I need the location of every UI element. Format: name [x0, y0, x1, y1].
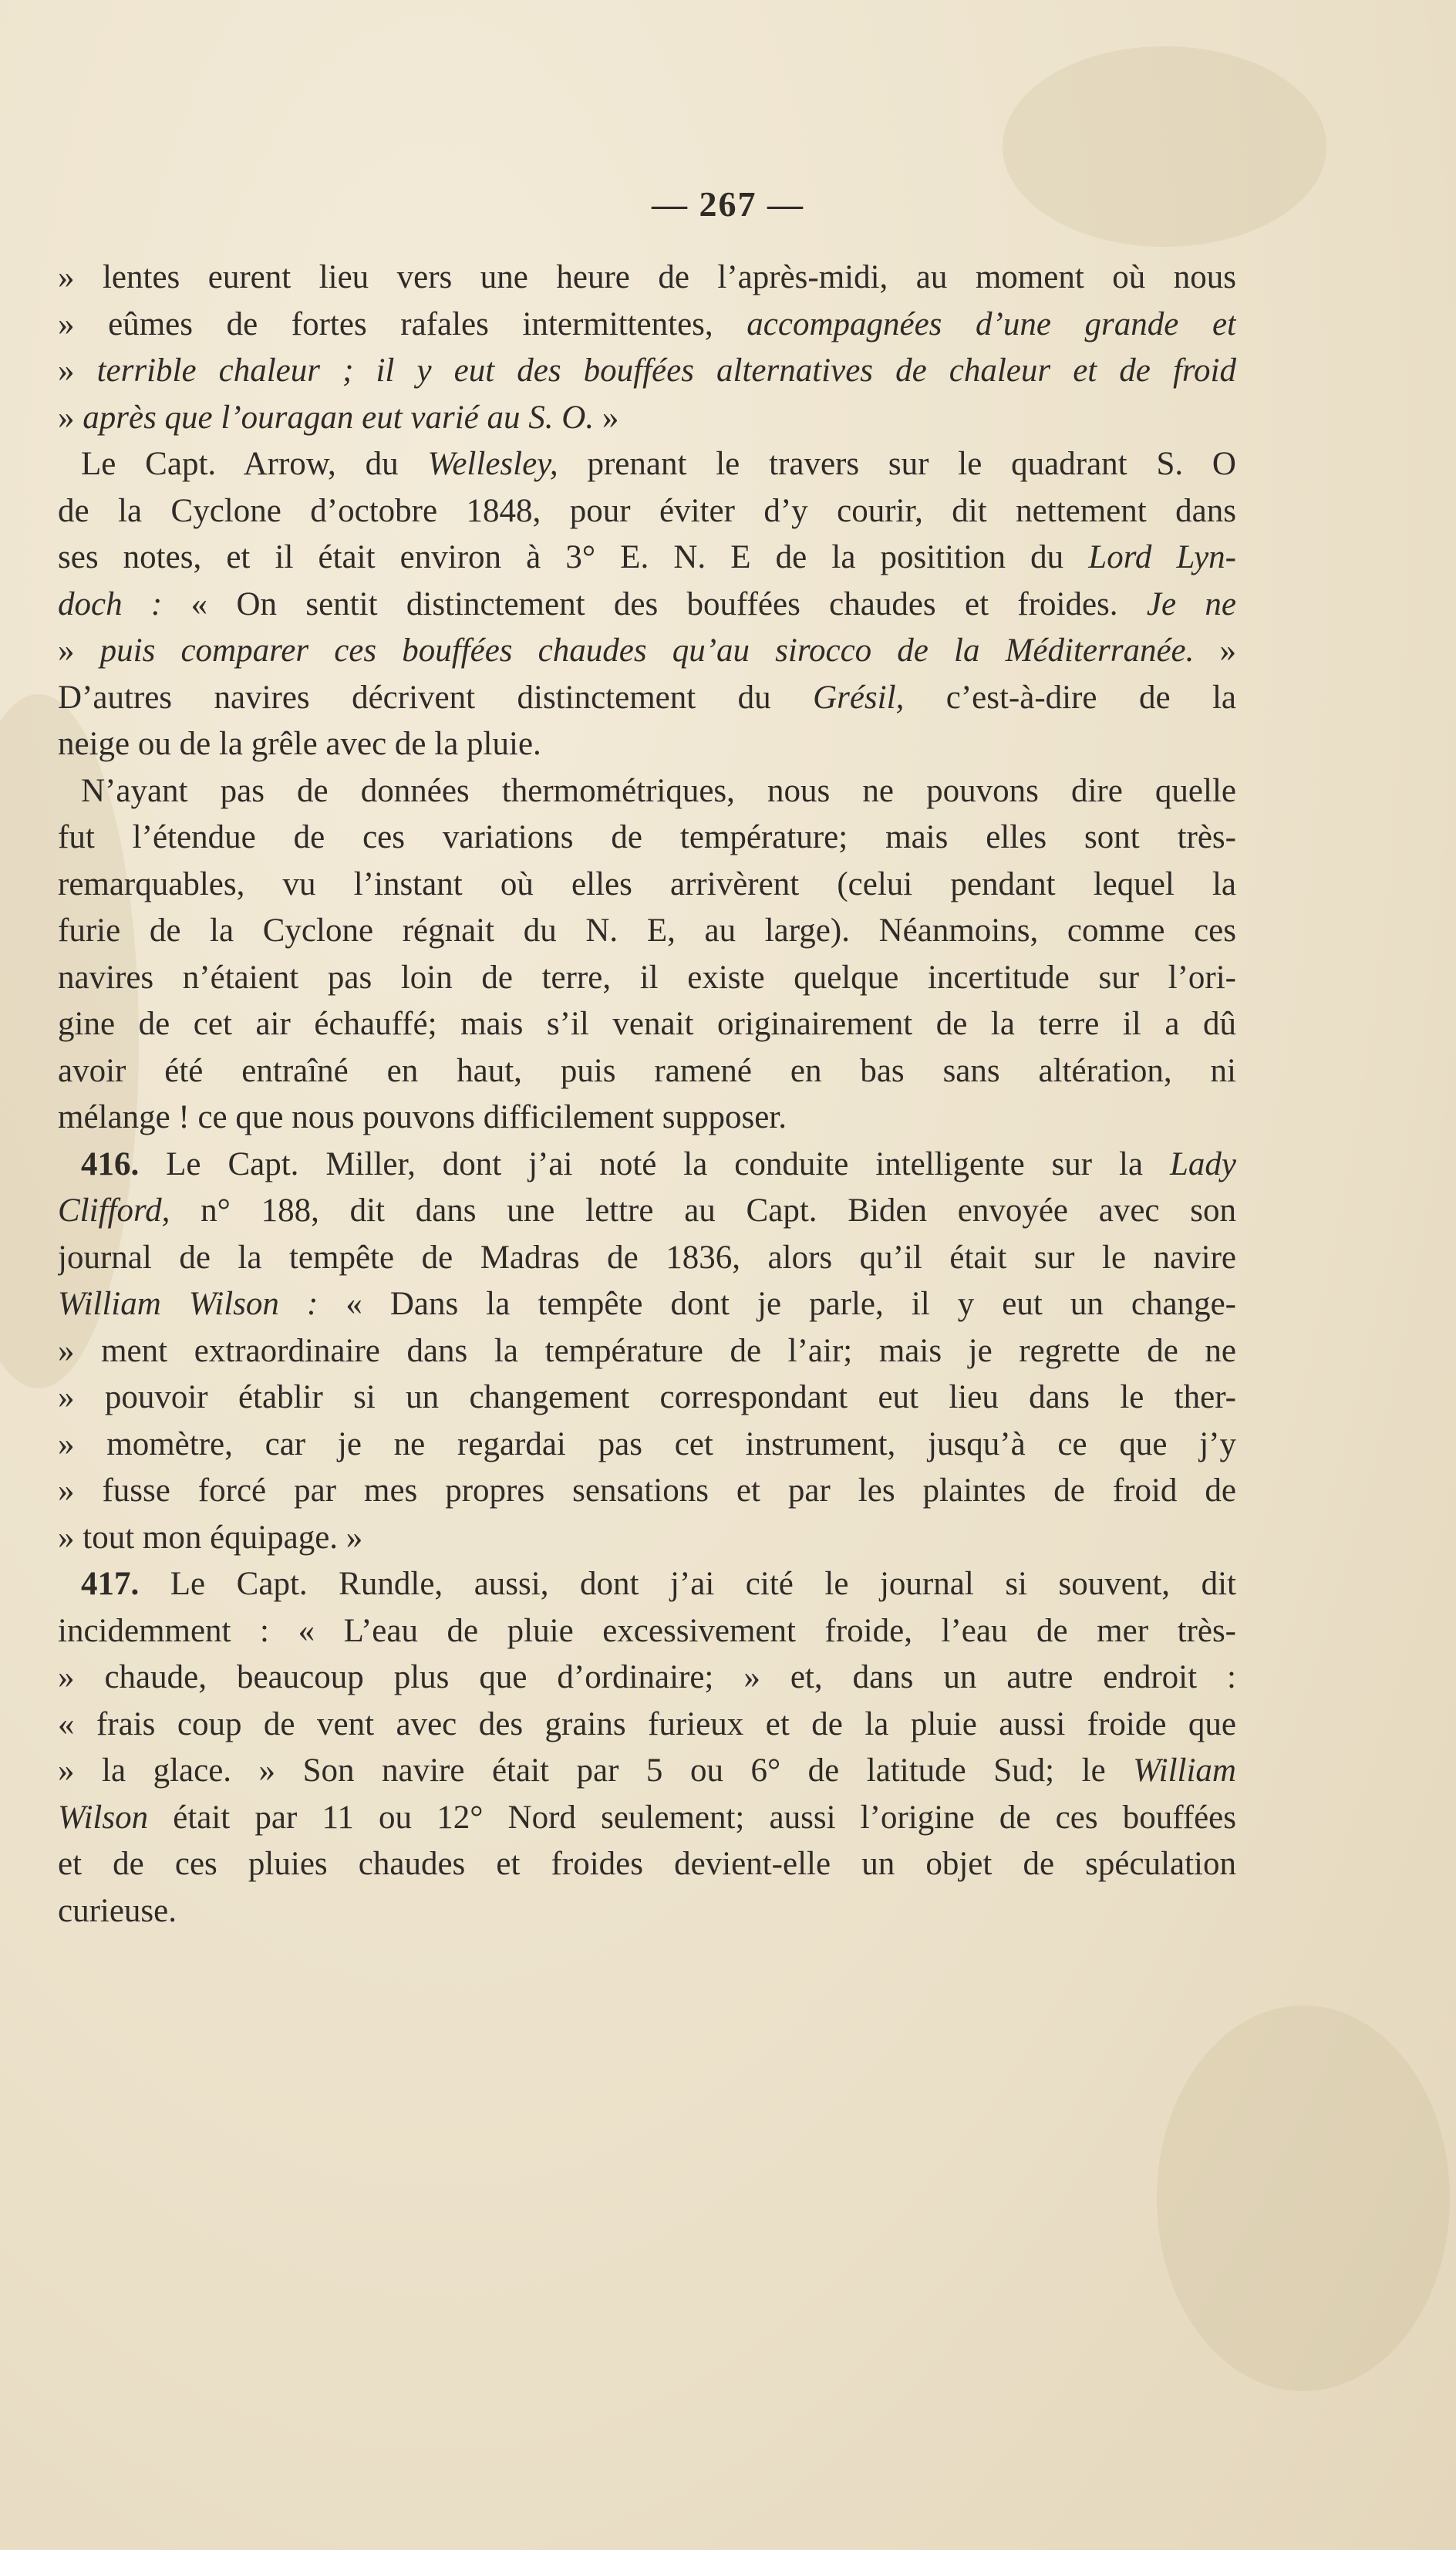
italic-segment: Wilson — [58, 1799, 149, 1836]
text-segment: prenant le travers sur le quadrant S. O — [558, 446, 1236, 482]
italic-segment: William Wilson : — [58, 1286, 318, 1322]
text-line — [58, 582, 1236, 629]
italic-segment: Lord Lyn- — [1088, 539, 1236, 575]
text-line — [58, 675, 1236, 722]
text-segment: c’est-à-dire de la — [904, 679, 1236, 716]
body-text — [58, 255, 1236, 1934]
text-segment: » ment extraordinaire dans la température de l’air; mais je regrette de ne — [58, 1332, 1236, 1369]
italic-segment: William — [1133, 1752, 1236, 1789]
text-segment: D’autres navires décrivent distinctement du — [58, 679, 814, 716]
text-line — [58, 1702, 1236, 1749]
text-segment: » lentes eurent lieu vers une heure de l’après-midi, au moment où nous — [58, 259, 1236, 295]
text-segment: était par 11 ou 12° Nord seulement; aussi l’origine de ces bouffées — [148, 1799, 1236, 1836]
text-segment: navires n’étaient pas loin de terre, il existe quelque incertitude sur l’ori- — [58, 959, 1236, 996]
paragraph-number: 416. — [81, 1145, 140, 1182]
page-number: — 267 — — [652, 184, 804, 224]
text-segment: » chaude, beaucoup plus que d’ordinaire; » et, dans un autre endroit : — [58, 1659, 1236, 1695]
text-line — [58, 1748, 1236, 1795]
italic-segment: Grésil, — [813, 679, 905, 716]
text-segment: et de ces pluies chaudes et froides devient-elle un objet de spéculation — [58, 1846, 1236, 1882]
text-segment: » — [58, 399, 83, 436]
text-segment: » la glace. » Son navire était par 5 ou 6° de latitude Sud; le — [58, 1752, 1134, 1789]
text-line — [58, 1888, 1236, 1935]
text-segment: ses notes, et il était environ à 3° E. N. E de la positition du — [58, 539, 1089, 575]
text-segment: de la Cyclone d’octobre 1848, pour éviter d’y courir, dit nettement dans — [58, 492, 1236, 529]
text-line — [58, 768, 1236, 815]
text-line — [58, 1328, 1236, 1375]
text-line — [58, 1375, 1236, 1422]
italic-segment: Wellesley, — [427, 446, 558, 482]
text-segment: Le Capt. Arrow, du — [81, 446, 428, 482]
italic-segment: accompagnées d’une grande et — [747, 305, 1236, 342]
text-line — [58, 721, 1236, 768]
text-line — [58, 302, 1236, 349]
text-segment: journal de la tempête de Madras de 1836, alors qu’il était sur le navire — [58, 1239, 1236, 1276]
text-segment: « frais coup de vent avec des grains furieux et de la pluie aussi froide que — [58, 1705, 1236, 1742]
text-segment: fut l’étendue de ces variations de température; mais elles sont très- — [58, 819, 1236, 855]
text-line — [58, 535, 1236, 582]
text-segment: incidemment : « L’eau de pluie excessivement froide, l’eau de mer très- — [58, 1612, 1236, 1649]
italic-segment: doch : — [58, 585, 163, 622]
text-line — [58, 1001, 1236, 1048]
text-segment: « Dans la tempête dont je parle, il y eut un change- — [318, 1286, 1236, 1322]
text-segment: remarquables, vu l’instant où elles arrivèrent (celui pendant lequel la — [58, 865, 1236, 902]
text-line — [58, 1188, 1236, 1235]
text-line — [58, 395, 1236, 442]
italic-segment: Je ne — [1146, 585, 1236, 622]
paragraph-number: 417. — [81, 1566, 140, 1602]
text-segment: » pouvoir établir si un changement correspondant eut lieu dans le ther- — [58, 1379, 1236, 1415]
italic-segment: terrible chaleur ; il y eut des bouffées alternatives de chaleur et de froid — [96, 352, 1236, 389]
text-line — [58, 862, 1236, 909]
text-segment: » — [594, 399, 619, 436]
text-segment: gine de cet air échauffé; mais s’il venait originairement de la terre il a dû — [58, 1006, 1236, 1042]
italic-segment: puis comparer ces bouffées chaudes qu’au sirocco de la Méditerranée. — [99, 632, 1195, 669]
text-segment: » — [1194, 632, 1236, 669]
text-segment: » fusse forcé par mes propres sensations et par les plaintes de froid de — [58, 1472, 1236, 1509]
italic-segment: après que l’ouragan eut varié au S. O. — [83, 399, 595, 436]
text-segment: « On sentit distinctement des bouffées chaudes et froides. — [162, 585, 1147, 622]
text-line — [58, 955, 1236, 1002]
text-segment: » eûmes de fortes rafales intermittentes, — [58, 305, 747, 342]
text-line — [58, 908, 1236, 955]
text-line — [58, 815, 1236, 862]
paper-stain — [1157, 2005, 1450, 2391]
text-segment: furie de la Cyclone régnait du N. E, au large). Néanmoins, comme ces — [58, 912, 1236, 949]
text-segment: » momètre, car je ne regardai pas cet instrument, jusqu’à ce que j’y — [58, 1425, 1236, 1462]
text-line — [58, 1048, 1236, 1095]
text-line — [58, 1422, 1236, 1469]
text-line — [58, 488, 1236, 535]
text-segment: » — [58, 632, 100, 669]
text-segment: neige ou de la grêle avec de la pluie. — [58, 726, 541, 762]
text-line — [58, 1561, 1236, 1608]
text-segment: » — [58, 352, 97, 389]
text-line — [58, 1841, 1236, 1888]
text-segment: » tout mon équipage. » — [58, 1519, 363, 1556]
text-line — [58, 1515, 1236, 1562]
text-segment: curieuse. — [58, 1892, 177, 1929]
text-segment: N’ayant pas de données thermométriques, nous ne pouvons dire quelle — [81, 772, 1236, 809]
text-segment: Le Capt. Miller, dont j’ai noté la conduite intelligente sur la — [139, 1145, 1170, 1182]
italic-segment: Clifford, — [58, 1192, 170, 1229]
text-segment: mélange ! ce que nous pouvons difficilement supposer. — [58, 1099, 787, 1135]
text-segment: avoir été entraîné en haut, puis ramené en bas sans altération, ni — [58, 1052, 1236, 1089]
text-line — [58, 1608, 1236, 1655]
text-line — [58, 1468, 1236, 1515]
text-line — [58, 1095, 1236, 1142]
text-segment: Le Capt. Rundle, aussi, dont j’ai cité le journal si souvent, dit — [139, 1566, 1236, 1602]
text-line — [58, 1142, 1236, 1189]
text-line — [58, 1654, 1236, 1702]
italic-segment: Lady — [1170, 1145, 1236, 1182]
text-line — [58, 348, 1236, 395]
text-line — [58, 1795, 1236, 1842]
text-line — [58, 1235, 1236, 1282]
text-line — [58, 441, 1236, 488]
text-line — [58, 1281, 1236, 1328]
text-segment: n° 188, dit dans une lettre au Capt. Biden envoyée avec son — [170, 1192, 1236, 1229]
text-line — [58, 255, 1236, 302]
text-line — [58, 628, 1236, 675]
